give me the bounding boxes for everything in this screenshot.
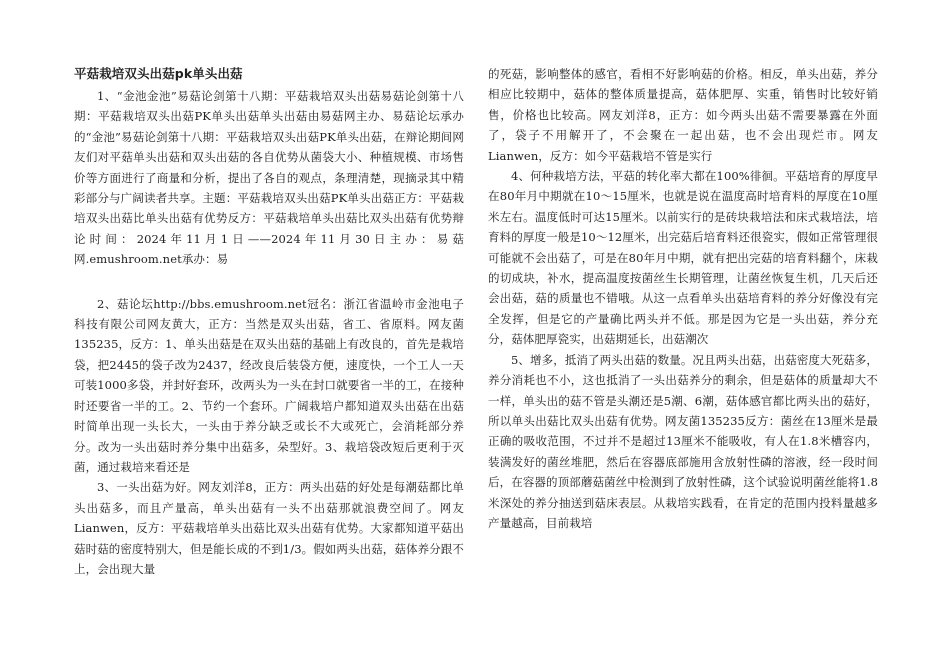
right-column (488, 64, 878, 533)
document-title: 平菇栽培双头出菇pk单头出菇 (74, 66, 243, 81)
left-column (74, 64, 464, 579)
paragraph-1: 1、“金池金池”易菇论剑第十八期：平菇栽培双头出菇易菇论剑第十八期：平菇栽培双头出菇PK单头出菇单头出菇由易菇网主办、易菇论坛承办的“金池”易菇论剑第十八期：平菇栽培双头出菇PK单头出菇，在辩论期间网友们对平菇单头出菇和双头出菇的各自优势从菌袋大小、种植规模、市场售价等方面进行了商量和分析，提出了各自的观点，条理清楚，现摘录其中精彩部分与广阔读者共享。主题：平菇栽培双头出菇PK单头出菇正方：平菇栽培双头出菇比单头出菇有优势反方：平菇栽培单头出菇比双头出菇有优势辩论时间：2024年11月1日——2024年11月30日主办：易菇网.emushroom.net承办：易 (74, 89, 464, 267)
paragraph-3: 3、一头出菇为好。网友刘洋8，正方：两头出菇的好处是每潮菇都比单头出菇多，而且产量高，单头出菇有一头不出菇那就浪费空间了。网友Lianwen，反方：平菇栽培单头出菇比双头出菇有优势。大家都知道平菇出菇时菇的密度特别大，但是能长成的不到1/3。假如两头出菇，菇体养分跟不上，会出现大量 (74, 480, 465, 576)
paragraph-5: 5、增多，抵消了两头出菇的数量。况且两头出菇，出菇密度大死菇多，养分消耗也不小，这也抵消了一头出菇养分的剩余，但是菇体的质量却大不一样，单头出的菇不管是头潮还是5潮、6潮，菇体感官都比两头出的菇好，所以单头出菇比双头出菇有优势。网友菌135235反方：菌丝在13厘米是最正确的吸收范围，不过并不是超过13厘米不能吸收，有人在1.8米槽容内，装满发好的菌丝堆肥，然后在容器底部施用含放射性磷的溶液，经一段时间后，在容器的顶部蘑菇菌丝中检测到了放射性磷，这个试验说明菌丝能将1.8米深处的养分抽送到菇床表层。从栽培实践看，在肯定的范围内投料量越多产量越高，目前栽培 (488, 352, 879, 530)
paragraph-3-continued: 的死菇，影响整体的感官，看相不好影响菇的价格。相反，单头出菇，养分相应比较期中，菇体的整体质量提高，菇体肥厚、实重，销售时比较好销售，价格也比较高。网友刘洋8，正方：如今两头出菇不需要暴露在外面了，袋子不用解开了，不会聚在一起出菇，也不会出现烂市。网友Lianwen，反方：如今平菇栽培不管是实行 (488, 67, 878, 163)
paragraph-4: 4、何种栽培方法，平菇的转化率大都在100%徘徊。平菇培育的厚度早在80年月中期就在10～15厘米，也就是说在温度高时培育料的厚度在10厘米左右。温度低时可达15厘米。以前实行的是砖块栽培法和床式栽培法，培育料的厚度一般是10～12厘米，出完菇后培育料还很瓷实，假如正常管理很可能就不会出菇了，可是在80年月中期，就有把出完菇的培育料翻个，床栽的切成块，补水，提高温度按菌丝生长期管理，让菌丝恢复生机，几天后还会出菇，菇的质量也不错哦。从这一点看单头出菇培育料的养分好像没有完全发挥，但是它的产量确比两头并不低。那是因为它是一头出菇，养分充分，菇体肥厚瓷实，出菇期延长，出菇潮次 (488, 169, 878, 347)
paragraph-2: 2、菇论坛http://bbs.emushroom.net冠名：浙江省温岭市金池电子科技有限公司网友黄大，正方：当然是双头出菇，省工、省原料。网友菌135235，反方：1、单头出菇是在双头出菇的基础上有改良的，首先是栽培袋，把2445的袋子改为2437，经改良后装袋方便，速度快，一个工人一天可装1000多袋，并封好套环，改两头为一头在封口就要省一半的工，在接种时还要省一半的工。2、节约一个套环。广阔栽培户都知道双头出菇在出菇时简单出现一头长大，一头由于养分缺乏或长不大或死亡，会消耗部分养分。改为一头出菇时养分集中出菇多，朵型好。3、栽培袋改短后更利于灭菌，通过栽培来看还是 (74, 296, 464, 474)
